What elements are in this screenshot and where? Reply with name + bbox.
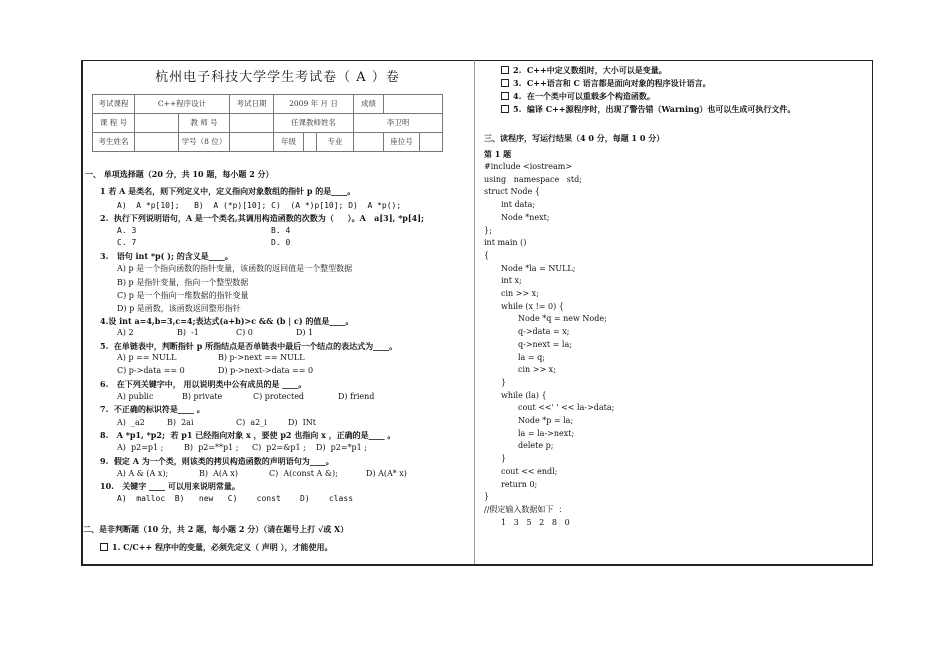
- question-3-option: A) p 是一个指向函数的指针变量，该函数的返回值是一个整型数据: [117, 264, 353, 273]
- question-8-option: C) p2=&p1 ;: [252, 443, 306, 452]
- question-3-option: B) p 是指针变量，指向一个整型数据: [117, 278, 249, 287]
- value-major[interactable]: [353, 133, 383, 151]
- value-teacher-id[interactable]: [229, 114, 273, 132]
- section3-header: 三、读程序，写运行结果（4 0 分，每题 1 0 分）: [484, 133, 665, 143]
- code-line: using namespace std;: [484, 174, 582, 184]
- label-teacher-id: 教 师 号: [178, 114, 229, 132]
- value-score[interactable]: [383, 95, 442, 113]
- code-line: cin >> x;: [518, 365, 556, 375]
- code-line: la = q;: [518, 352, 545, 362]
- question-9-option: B) A(A x): [199, 469, 238, 478]
- question-3-option: C) p 是一个指向一维数据的指针变量: [117, 291, 249, 300]
- judge-item-3[interactable]: [501, 78, 711, 88]
- question-3: 3. 语句 int *p( ); 的含义是____。: [100, 251, 233, 261]
- question-2-option: B. 4: [271, 226, 291, 235]
- column-divider: [474, 60, 475, 564]
- code-line: 1 3 5 2 8 0: [501, 517, 570, 527]
- section2-header: 二、是非判断题（10 分，共 2 题，每小题 2 分）（请在题号上打 √或 X）: [83, 524, 349, 534]
- code-line: //假定输入数据如下 ：: [484, 504, 567, 514]
- value-student-id[interactable]: [229, 133, 273, 151]
- question-8-option: B) p2=**p1 ;: [184, 443, 239, 452]
- exam-title: 杭州电子科技大学学生考试卷（ A ）卷: [155, 70, 400, 85]
- question-6-option: A) public: [117, 392, 154, 401]
- code-line: la = la->next;: [518, 428, 575, 438]
- label-teacher-name: 任课教师姓名: [273, 114, 353, 132]
- label-student-id: 学号（8 位）: [178, 133, 229, 151]
- question-4-option: B) -1: [177, 328, 199, 337]
- code-line: int x;: [501, 276, 522, 286]
- exam-info-table: [92, 94, 443, 152]
- checkbox-icon[interactable]: [501, 105, 509, 113]
- question-5-option: B) p->next == NULL: [218, 353, 305, 362]
- code-line: int main (): [484, 238, 527, 248]
- code-line: Node *p = la;: [518, 416, 574, 425]
- label-grade: 年级: [273, 133, 303, 151]
- code-line: {: [484, 250, 490, 260]
- checkbox-icon[interactable]: [501, 92, 509, 100]
- code-line: while (la) {: [501, 390, 547, 400]
- question-5: 5. 在单链表中，判断指针 p 所指结点是否单链表中最后一个结点的表达式为____。: [100, 341, 398, 351]
- code-line: q->next = la;: [518, 339, 572, 349]
- label-seat: 座位号: [383, 133, 419, 151]
- question-6-option: B) private: [182, 392, 223, 401]
- question-7-option: D) INt: [288, 418, 316, 427]
- value-seat[interactable]: [419, 133, 442, 151]
- question-9-option: D) A(A* x): [366, 469, 407, 478]
- info-row-1: [93, 95, 442, 113]
- question-6: 6. 在下列关键字中， 用以说明类中公有成员的是 ____。: [100, 379, 307, 389]
- value-student-name[interactable]: [134, 133, 178, 151]
- code-line: };: [484, 225, 492, 235]
- question-9-option: A) A & (A x);: [117, 469, 169, 478]
- judge-item-5[interactable]: [501, 104, 795, 114]
- code-line: delete p;: [518, 441, 554, 451]
- info-row-2: [93, 114, 442, 132]
- label-exam-date: 考试日期: [229, 95, 273, 113]
- label-major: 专业: [316, 133, 353, 151]
- question-8-option: D) p2=*p1 ;: [316, 443, 367, 452]
- question-6-option: C) protected: [253, 392, 305, 401]
- judge-item-2[interactable]: [501, 65, 667, 75]
- code-line: }: [501, 454, 507, 464]
- judge-item-1[interactable]: [100, 542, 333, 552]
- code-line: }: [501, 377, 507, 387]
- label-course-code: 课 程 号: [99, 118, 128, 127]
- question-1: 1 若 A 是类名，则下列定义中，定义指向对象数组的指针 p 的是____。: [100, 186, 356, 196]
- value-teacher-name: 李卫明: [353, 114, 442, 132]
- info-row-3: [93, 133, 442, 151]
- question-9: 9. 假定 A 为一个类，则该类的拷贝构造函数的声明语句为____。: [100, 456, 334, 466]
- code-line: int data;: [501, 200, 536, 210]
- question-4: 4.设 int a=4,b=3,c=4;表达式(a+b)>c && (b | c) 的值是____。: [100, 316, 354, 326]
- judge-item-text: 3. C++语言和 C 语言都是面向对象的程序设计语言。: [513, 78, 711, 88]
- question-8: 8. A *p1, *p2; 若 p1 已经指向对象 x ，要使 p2 也指向 x ，正确的是____ 。: [100, 430, 396, 440]
- code-line: #include <iostream>: [484, 162, 573, 171]
- value-exam-date: 2009 年 月 日: [273, 95, 353, 113]
- label-student-name: 考生姓名: [98, 137, 129, 146]
- question-4-option: D) 1: [296, 328, 314, 337]
- section1-header: 一、 单项选择题（20 分，共 10 题，每小题 2 分）: [85, 169, 274, 179]
- question-3-option: D) p 是函数，该函数返回整形指针: [117, 304, 241, 313]
- code-line: cin >> x;: [501, 289, 539, 298]
- code-line: Node *next;: [501, 212, 550, 222]
- question-8-option: A) p2=p1 ;: [117, 443, 164, 452]
- label-course: 考试课程: [98, 99, 129, 108]
- code-line: Node *la = NULL;: [501, 263, 576, 273]
- judge-item-text: 1. C/C++ 程序中的变量，必须先定义（ 声明 ），才能使用。: [112, 542, 333, 552]
- question-2-option: A. 3: [117, 226, 137, 235]
- question-1-options: A) A *p[10]; B) A (*p)[10]; C) (A *)p[10]; D) A *p();: [117, 201, 402, 210]
- value-course: C++程序设计: [134, 95, 229, 113]
- question-7-option: A) _a2: [117, 418, 145, 427]
- code-line: struct Node {: [484, 187, 540, 197]
- checkbox-icon[interactable]: [501, 79, 509, 87]
- code-line: cout <<' ' << la->data;: [518, 403, 615, 413]
- code-line: while (x != 0) {: [501, 301, 564, 311]
- question-4-option: A) 2: [117, 328, 134, 337]
- judge-item-text: 4. 在一个类中可以重载多个构造函数。: [513, 91, 655, 101]
- code-line: }: [484, 492, 490, 502]
- judge-item-text: 2. C++中定义数组时，大小可以是变量。: [513, 65, 667, 75]
- question-2-option: C. 7: [117, 238, 137, 247]
- question-4-option: C) 0: [236, 328, 253, 337]
- question-6-option: D) friend: [338, 392, 375, 401]
- judge-item-4[interactable]: [501, 91, 655, 101]
- checkbox-icon[interactable]: [100, 543, 108, 551]
- question-5-option: A) p == NULL: [117, 353, 177, 362]
- question-7-option: C) a2_i: [236, 418, 267, 427]
- question-5-option: D) p->next->data == 0: [218, 366, 314, 375]
- question-10-options: A) malloc B) new C) const D) class: [117, 494, 354, 503]
- label-score: 成绩: [353, 95, 383, 113]
- judge-item-text: 5. 编译 C++源程序时，出现了警告错（Warning）也可以生成可执行文件。: [513, 104, 796, 114]
- code-line: Node *q = new Node;: [518, 314, 607, 324]
- question-7: 7. 不正确的标识符是____ 。: [100, 404, 205, 414]
- value-course-code[interactable]: [134, 114, 178, 132]
- question-7-option: B) 2ai: [167, 418, 194, 427]
- code-line: return 0;: [501, 479, 538, 489]
- checkbox-icon[interactable]: [501, 66, 509, 74]
- question-2-option: D. 0: [271, 238, 291, 247]
- question-5-option: C) p->data == 0: [117, 366, 185, 375]
- question-9-option: C) A(const A &);: [269, 469, 338, 478]
- question-2: 2. 执行下列说明语句，A 是一个类名,其调用构造函数的次数为（ ）。A a[3], *p[4];: [100, 213, 424, 223]
- code-line: q->data = x;: [518, 327, 570, 337]
- program-1-title: 第 1 题: [484, 149, 512, 159]
- question-10: 10. 关键字 ____ 可以用来说明常量。: [100, 481, 240, 491]
- code-line: cout << endl;: [501, 466, 558, 476]
- value-grade[interactable]: [303, 133, 316, 151]
